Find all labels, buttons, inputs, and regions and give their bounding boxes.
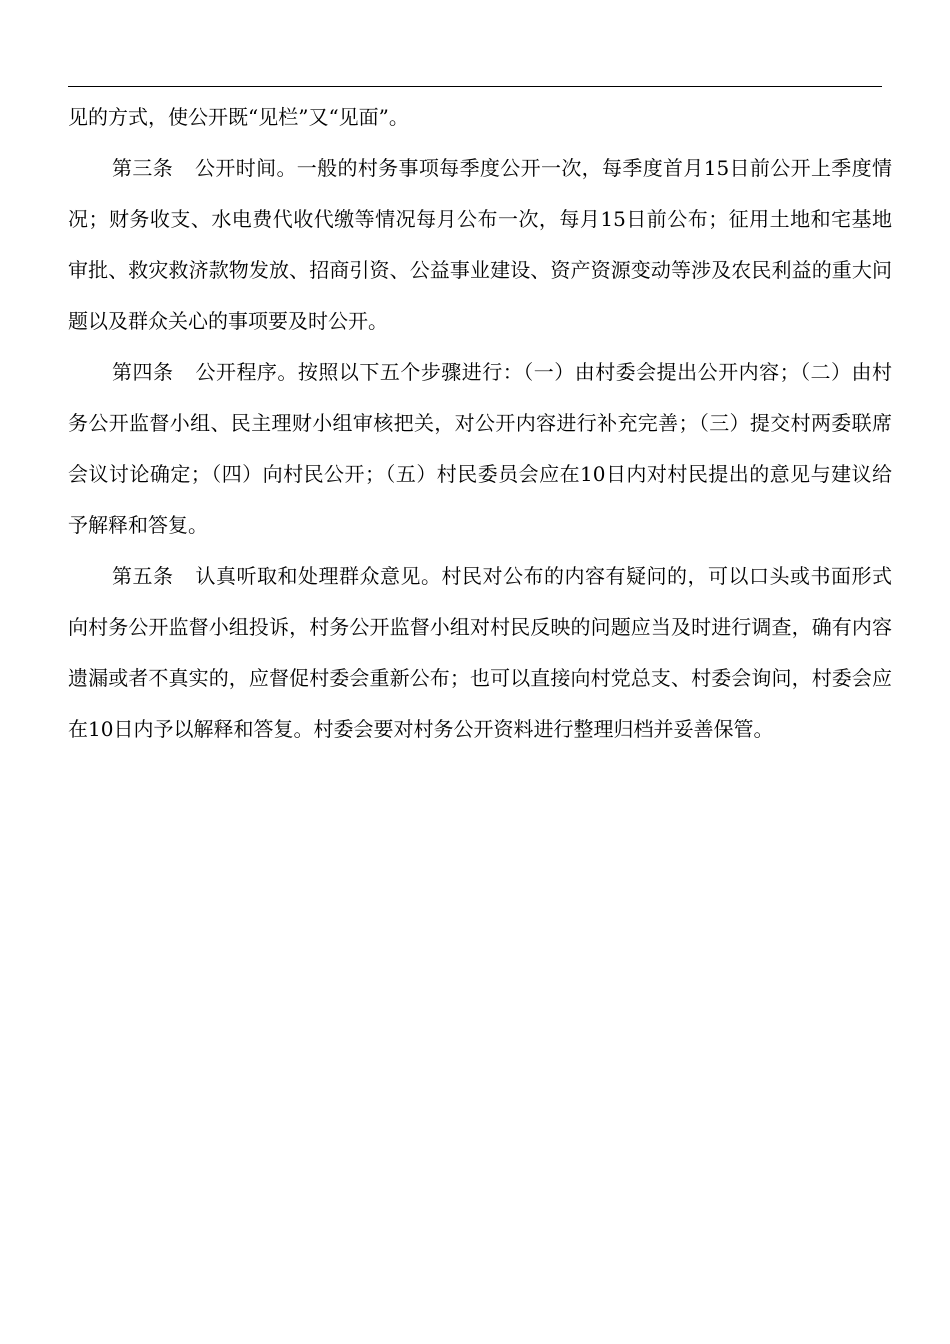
article-5-number: 第五条	[112, 564, 174, 588]
article-4-paragraph	[68, 347, 892, 551]
document-body	[68, 92, 892, 755]
article-5-paragraph	[68, 551, 892, 755]
article-5-text: 认真听取和处理群众意见。村民对公布的内容有疑问的，可以口头或书面形式向村务公开监督小组投诉，村务公开监督小组对村民反映的问题应当及时进行调查，确有内容遗漏或者不真实的，应督促村委会重新公布；也可以直接向村党总支、村委会询问，村委会应在10日内予以解释和答复。村委会要对村务公开资料进行整理归档并妥善保管。	[68, 564, 892, 741]
header-rule	[68, 86, 882, 87]
continuation-paragraph: 见的方式，使公开既“见栏”又“见面”。	[68, 105, 409, 129]
article-3-text: 公开时间。一般的村务事项每季度公开一次，每季度首月15日前公开上季度情况；财务收支、水电费代收代缴等情况每月公布一次，每月15日前公布；征用土地和宅基地审批、救灾救济款物发放、招商引资、公益事业建设、资产资源变动等涉及农民利益的重大问题以及群众关心的事项要及时公开。	[68, 156, 892, 333]
article-3-paragraph	[68, 143, 892, 347]
article-4-number: 第四条	[112, 360, 174, 384]
article-4-text: 公开程序。按照以下五个步骤进行：（一）由村委会提出公开内容；（二）由村务公开监督小组、民主理财小组审核把关，对公开内容进行补充完善；（三）提交村两委联席会议讨论确定；（四）向村民公开；（五）村民委员会应在10日内对村民提出的意见与建议给予解释和答复。	[68, 360, 893, 537]
article-3-number: 第三条	[112, 156, 174, 180]
